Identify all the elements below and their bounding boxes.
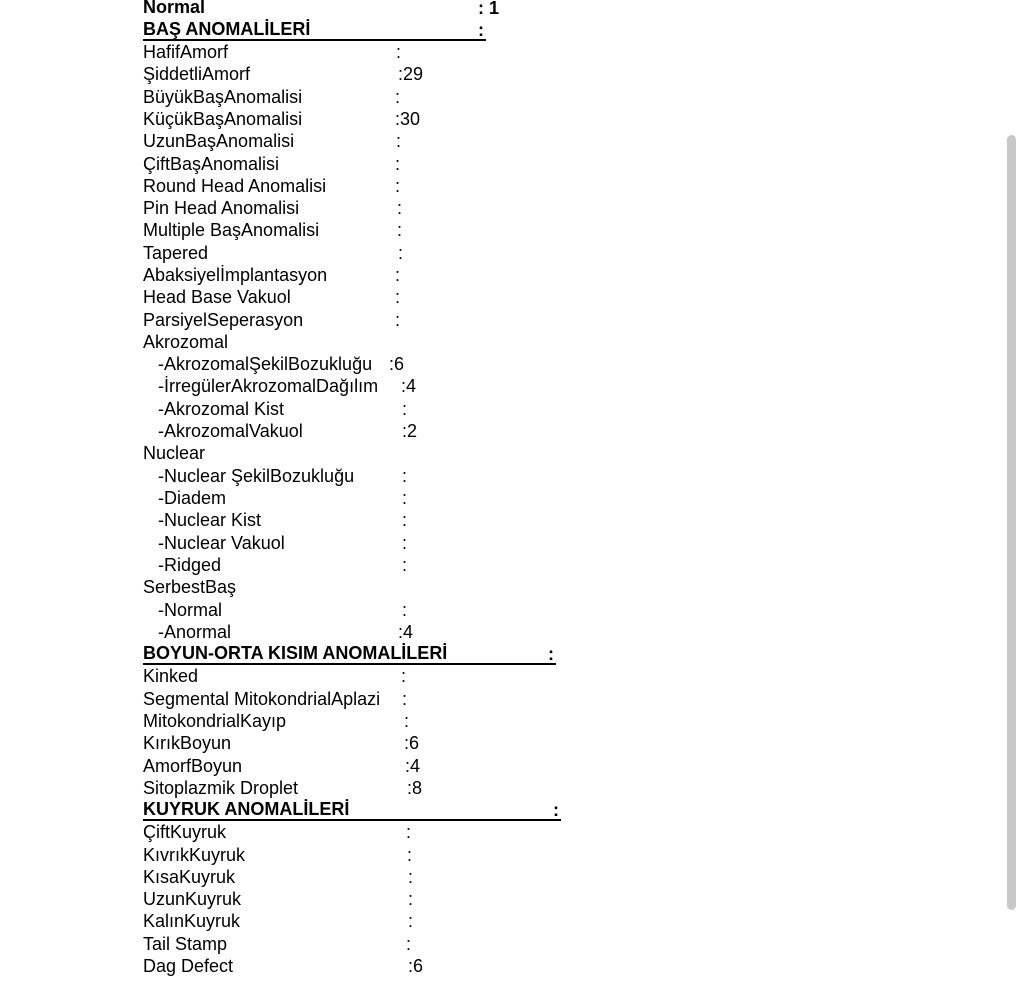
field-value: :: [402, 466, 408, 486]
field-value: :: [408, 889, 414, 909]
section-heading-value: : 1: [478, 0, 500, 18]
field-label: Sitoplazmik Droplet: [143, 778, 299, 798]
field-label: KıvrıkKuyruk: [143, 845, 246, 865]
field-label: KalınKuyruk: [143, 911, 241, 931]
field-value: :: [402, 600, 408, 620]
section-heading-value: :: [478, 20, 484, 40]
field-label: -AkrozomalVakuol: [158, 421, 303, 441]
field-label: BüyükBaşAnomalisi: [143, 87, 303, 107]
field-value: :29: [398, 64, 424, 84]
field-label: -Nuclear Vakuol: [158, 533, 285, 553]
field-label: HafifAmorf: [143, 42, 229, 62]
field-value: :6: [408, 956, 424, 976]
field-label: UzunKuyruk: [143, 889, 242, 909]
field-value: :: [395, 265, 401, 285]
field-label: -Anormal: [158, 622, 232, 642]
field-label: Abaksiyelİmplantasyon: [143, 265, 328, 285]
section-heading-label: BAŞ ANOMALİLERİ: [143, 19, 311, 39]
field-value: :: [398, 243, 404, 263]
field-value: :4: [401, 376, 417, 396]
field-label: Kinked: [143, 666, 199, 686]
field-label: KırıkBoyun: [143, 733, 232, 753]
field-label: Tapered: [143, 243, 209, 263]
field-value: :: [402, 399, 408, 419]
field-value: :: [408, 867, 414, 887]
field-label: ÇiftKuyruk: [143, 822, 227, 842]
field-label: AmorfBoyun: [143, 756, 243, 776]
field-label: -Nuclear Kist: [158, 510, 262, 530]
field-label: -Akrozomal Kist: [158, 399, 285, 419]
field-value: :: [407, 845, 413, 865]
field-value: :4: [405, 756, 421, 776]
field-value: :: [408, 911, 414, 931]
field-label: UzunBaşAnomalisi: [143, 131, 295, 151]
scrollbar-thumb[interactable]: [1007, 135, 1016, 910]
section-heading-label: Normal: [143, 0, 206, 17]
field-label: KüçükBaşAnomalisi: [143, 109, 303, 129]
field-value: :: [402, 555, 408, 575]
heading-underline: [143, 663, 556, 665]
field-value: :: [402, 488, 408, 508]
field-label: ÇiftBaşAnomalisi: [143, 154, 280, 174]
field-value: :: [395, 176, 401, 196]
field-label: -Normal: [158, 600, 223, 620]
field-label: -Diadem: [158, 488, 227, 508]
field-value: :: [397, 220, 403, 240]
field-label: Dag Defect: [143, 956, 234, 976]
field-value: :: [395, 154, 401, 174]
field-label: MitokondrialKayıp: [143, 711, 287, 731]
field-value: :: [395, 287, 401, 307]
field-label: Head Base Vakuol: [143, 287, 291, 307]
section-heading-value: :: [548, 644, 554, 664]
field-label: -AkrozomalŞekilBozukluğu: [158, 354, 373, 374]
field-label: -Ridged: [158, 555, 222, 575]
field-value: :: [397, 198, 403, 218]
field-value: :: [395, 310, 401, 330]
field-value: :6: [404, 733, 420, 753]
field-label: Nuclear: [143, 443, 206, 463]
field-label: -İrregülerAkrozomalDağılım: [158, 376, 379, 396]
section-heading-label: KUYRUK ANOMALİLERİ: [143, 799, 350, 819]
field-value: :8: [407, 778, 423, 798]
field-value: :: [401, 666, 407, 686]
field-value: :: [396, 42, 402, 62]
field-label: ParsiyelSeperasyon: [143, 310, 304, 330]
field-label: Round Head Anomalisi: [143, 176, 327, 196]
field-value: :2: [402, 421, 418, 441]
field-label: Akrozomal: [143, 332, 229, 352]
field-value: :: [396, 131, 402, 151]
field-label: ŞiddetliAmorf: [143, 64, 251, 84]
field-value: :: [404, 711, 410, 731]
field-value: :4: [398, 622, 414, 642]
field-label: KısaKuyruk: [143, 867, 236, 887]
field-value: :6: [389, 354, 405, 374]
field-label: Segmental MitokondrialAplazi: [143, 689, 381, 709]
field-value: :30: [395, 109, 421, 129]
field-value: :: [406, 934, 412, 954]
field-value: :: [406, 822, 412, 842]
field-label: -Nuclear ŞekilBozukluğu: [158, 466, 355, 486]
field-value: :: [402, 689, 408, 709]
field-value: :: [395, 87, 401, 107]
field-value: :: [402, 510, 408, 530]
field-label: Multiple BaşAnomalisi: [143, 220, 320, 240]
vertical-scrollbar[interactable]: [1004, 0, 1024, 996]
field-label: Tail Stamp: [143, 934, 228, 954]
section-heading-label: BOYUN-ORTA KISIM ANOMALİLERİ: [143, 643, 448, 663]
section-heading-value: :: [553, 800, 559, 820]
field-label: SerbestBaş: [143, 577, 237, 597]
field-value: :: [402, 533, 408, 553]
field-label: Pin Head Anomalisi: [143, 198, 300, 218]
